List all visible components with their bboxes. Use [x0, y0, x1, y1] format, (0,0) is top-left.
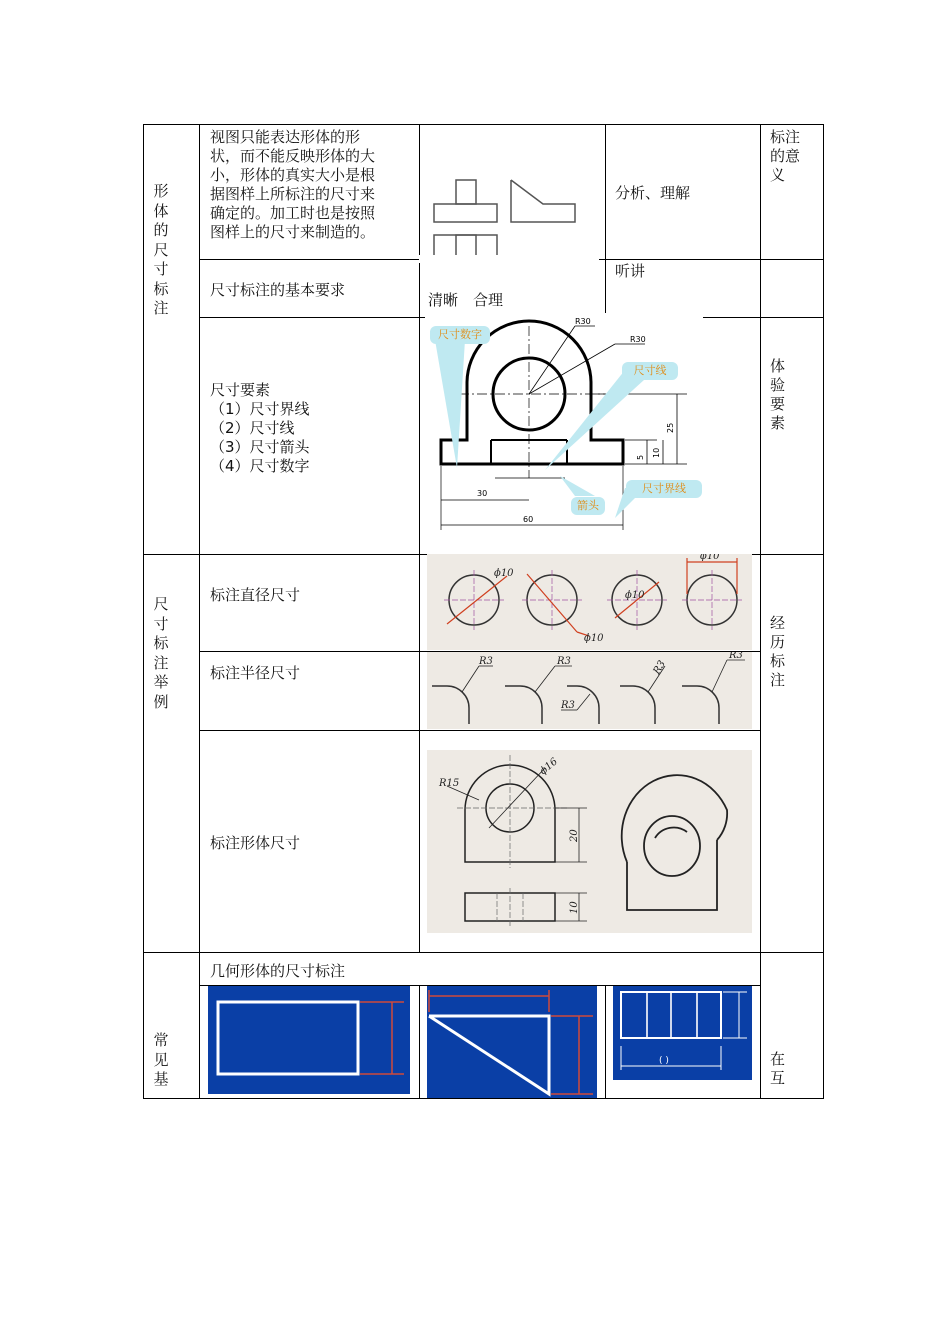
rad-label-5: R3: [729, 652, 743, 661]
col-line-2a: [419, 124, 420, 554]
row3-item-3: （3）尺寸箭头: [210, 438, 310, 456]
prism-paren-label: ( ): [659, 1056, 669, 1066]
row1-method: 分析、理解: [615, 184, 691, 202]
row3-item-4: （4）尺寸数字: [210, 457, 310, 475]
row3-purpose: 体验要素: [770, 357, 786, 432]
rad-label-2: R3: [557, 656, 571, 667]
row3-item-1: （1）尺寸界线: [210, 400, 310, 418]
col-line-3: [605, 124, 606, 317]
row1-content: 视图只能表达形体的形状，而不能反映形体的大小，形体的真实大小是根据图样上所标注的尺寸来确定的。加工时也是按照图样上的尺寸来制造的。: [210, 128, 376, 241]
rad-label-3: R3: [561, 700, 575, 711]
row6-content: 标注形体尺寸: [210, 834, 301, 852]
part-label-10: 10: [569, 901, 580, 914]
col-line-2b: [419, 554, 420, 952]
dim-5: 5: [636, 454, 645, 460]
rad-label-1: R3: [479, 656, 493, 667]
purpose-experience-marking: 经历标注: [770, 614, 786, 689]
callout-dim-line: 尺寸线: [622, 362, 678, 380]
row2-content: 尺寸标注的基本要求: [210, 281, 346, 299]
row-line-5: [199, 730, 760, 731]
dia-label-1: ϕ10: [494, 568, 514, 579]
callout-arrow: 箭头: [571, 497, 605, 515]
dim-r30-a: R30: [575, 318, 591, 326]
section-title-3: 常见基: [153, 1031, 169, 1088]
part-label-d16: ϕ16: [537, 756, 560, 778]
rad-label-4: R3: [651, 658, 669, 677]
callout-extension-line: 尺寸界线: [626, 480, 702, 498]
blue-panel-prism: [613, 986, 752, 1080]
row1-purpose: 标注的意义: [770, 128, 801, 184]
part-label-20: 20: [569, 829, 580, 842]
dia-label-4: ϕ10: [700, 554, 720, 562]
row4-content: 标注直径尺寸: [210, 586, 301, 604]
col-line-bot-3: [605, 985, 606, 1098]
table-border-bottom: [143, 1098, 824, 1099]
dim-30: 30: [477, 489, 488, 498]
dia-label-3: ϕ10: [625, 590, 645, 601]
diameter-examples-image: [427, 554, 752, 650]
row3-item-2: （2）尺寸线: [210, 419, 295, 437]
section-title-2: 尺寸标注举例: [153, 595, 169, 711]
dim-25: 25: [666, 422, 675, 433]
blue-panel-triangle: [427, 986, 597, 1098]
dim-10: 10: [652, 447, 661, 458]
callout-dim-number: 尺寸数字: [430, 326, 490, 344]
radius-examples-image: [427, 652, 752, 729]
row7-content: 几何形体的尺寸标注: [210, 962, 346, 980]
dim-r30-b: R30: [630, 335, 646, 344]
dia-label-2: ϕ10: [584, 633, 604, 644]
row1-views-drawing: [428, 175, 578, 265]
row-line-6: [143, 952, 824, 953]
row5-content: 标注半径尺寸: [210, 664, 301, 682]
row2-requirement: 清晰 合理: [428, 291, 504, 309]
part-dimension-image: [427, 750, 752, 933]
section-title-1: 形体的尺寸标注: [153, 182, 169, 317]
dim-60: 60: [523, 515, 534, 524]
row7-purpose-partial: 在互: [770, 1050, 786, 1087]
row2-method: 听讲: [615, 262, 646, 280]
part-label-r15: R15: [439, 778, 460, 789]
col-line-bot-2: [419, 985, 420, 1098]
blue-panel-rectangle: [208, 986, 410, 1094]
table-border-top: [143, 124, 824, 125]
row3-content-title: 尺寸要素: [210, 381, 271, 399]
